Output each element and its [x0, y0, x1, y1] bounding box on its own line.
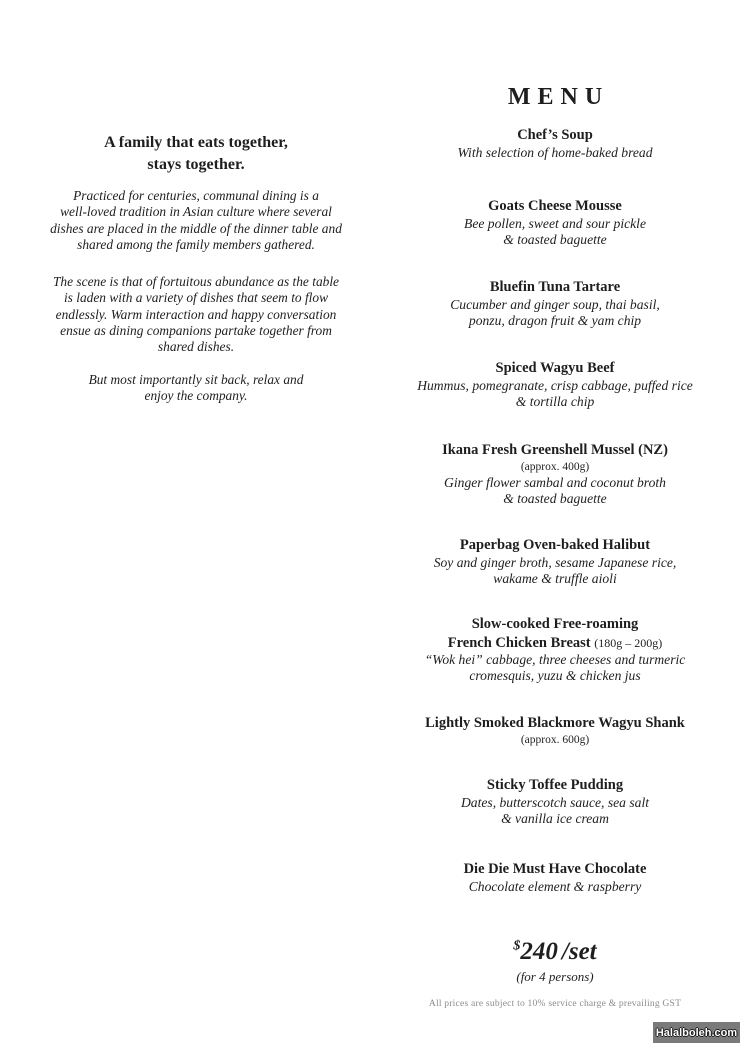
intro-paragraph: But most importantly sit back, relax and enjoy the company.	[88, 372, 304, 404]
item-description: Ginger flower sambal and coconut broth & toasted baguette	[444, 474, 666, 506]
menu-item	[400, 776, 710, 827]
item-name: Bluefin Tuna Tartare	[489, 279, 621, 295]
menu-item	[400, 714, 710, 748]
item-name: Slow-cooked Free-roaming French Chicken Breast (180g – 200g)	[447, 616, 663, 651]
item-description: With selection of home-baked bread	[457, 144, 653, 160]
set-price	[400, 938, 710, 985]
menu-item	[400, 536, 710, 587]
menu-item	[400, 615, 710, 684]
price-currency-symbol: $	[513, 938, 521, 954]
price-line	[400, 938, 710, 966]
item-name: Die Die Must Have Chocolate	[463, 861, 647, 877]
item-description: Cucumber and ginger soup, thai basil, ponzu, dragon fruit & yam chip	[450, 296, 660, 328]
intro-heading-line: stays together.	[147, 156, 245, 173]
item-description: Dates, butterscotch sauce, sea salt & vanilla ice cream	[460, 794, 650, 826]
menu-item	[400, 126, 710, 161]
intro-heading	[36, 132, 356, 176]
watermark-text: Halalboleh.com	[655, 1026, 738, 1039]
menu-item	[400, 197, 710, 248]
item-description: Chocolate element & raspberry	[468, 878, 642, 894]
intro-heading-line: A family that eats together,	[104, 134, 288, 151]
item-name: Lightly Smoked Blackmore Wagyu Shank	[425, 715, 685, 731]
menu-item	[400, 860, 710, 895]
item-description: Hummus, pomegranate, crisp cabbage, puffed rice & tortilla chip	[417, 377, 693, 409]
menu-item	[400, 359, 710, 410]
menu-item	[400, 278, 710, 329]
price-amount: 240	[520, 938, 558, 965]
menu-item	[400, 441, 710, 507]
item-description: “Wok hei” cabbage, three cheeses and turmeric cromesquis, yuzu & chicken jus	[424, 652, 686, 683]
item-name: Spiced Wagyu Beef	[495, 360, 615, 376]
watermark-badge	[653, 1022, 740, 1043]
item-name: Chef’s Soup	[517, 127, 593, 143]
item-name: Ikana Fresh Greenshell Mussel (NZ)	[442, 442, 668, 458]
item-name: Sticky Toffee Pudding	[486, 777, 624, 793]
item-description: Soy and ginger broth, sesame Japanese rice, wakame & truffle aioli	[433, 554, 677, 586]
price-footnote: All prices are subject to 10% service charge & prevailing GST	[428, 998, 682, 1009]
intro-paragraph: The scene is that of fortuitous abundance as the table is laden with a variety of dishes that seem to flow endlessly. Warm interaction and happy conversation ensue as dining companions partake together from shared dishes.	[52, 274, 339, 355]
price-serves-note: (for 4 persons)	[516, 969, 594, 984]
item-name: Goats Cheese Mousse	[488, 198, 622, 214]
item-weight-note: (approx. 600g)	[520, 733, 590, 746]
item-name: Paperbag Oven-baked Halibut	[459, 537, 651, 553]
item-description: Bee pollen, sweet and sour pickle & toasted baguette	[464, 215, 646, 247]
price-unit: /set	[561, 938, 597, 965]
item-size-note: (180g – 200g)	[594, 635, 663, 650]
item-weight-note: (approx. 400g)	[520, 460, 590, 473]
intro-paragraph: Practiced for centuries, communal dining is a well-loved tradition in Asian culture where several dishes are placed in the middle of the dinner table and shared among the family members gathered.	[50, 188, 342, 252]
menu-title: MENU	[507, 84, 610, 110]
